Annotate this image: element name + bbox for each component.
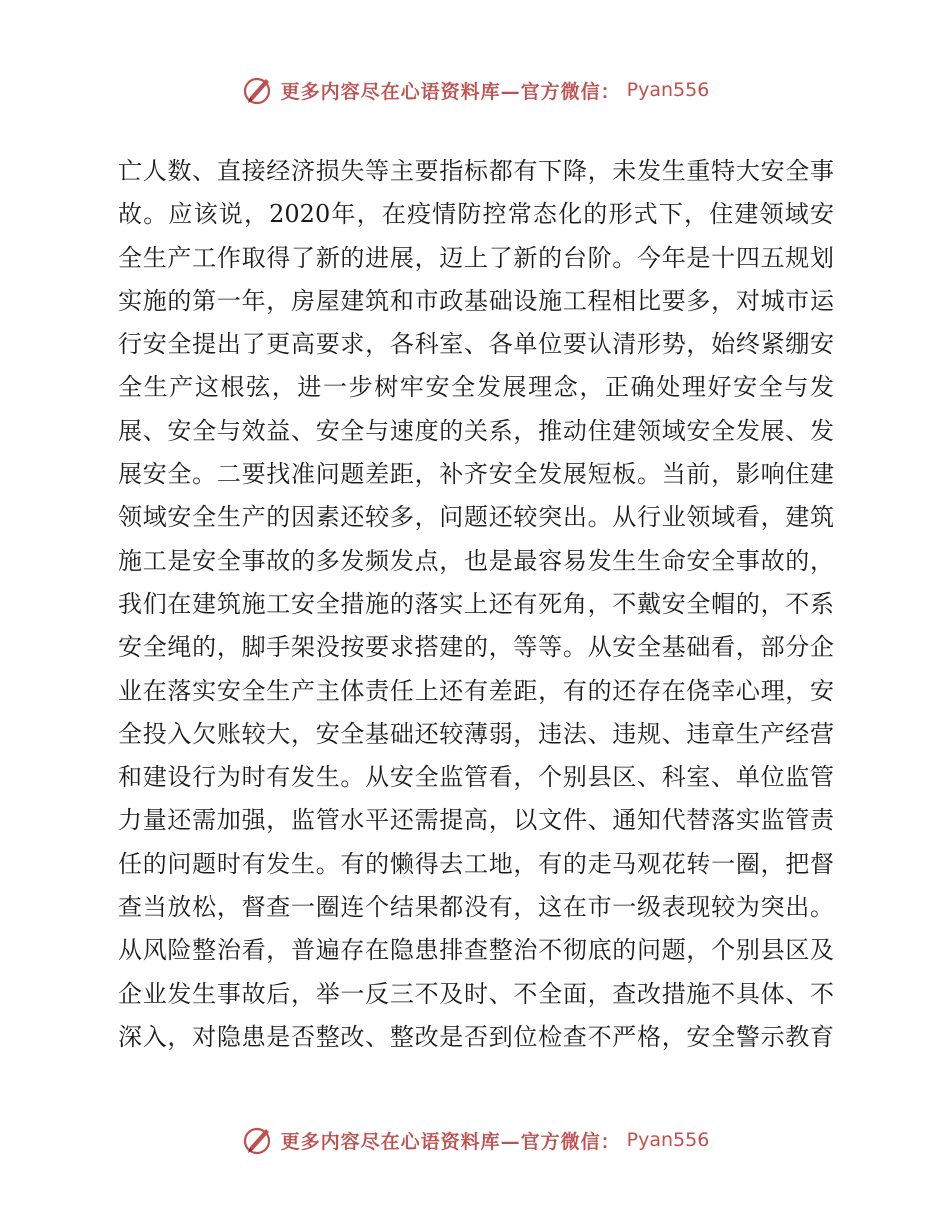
banner-text: 更多内容尽在心语资料库—官方微信： [280,80,621,103]
text-line: 领域安全生产的因素还较多，问题还较突出。从行业领域看，建筑 [118,503,834,532]
text-line: 实施的第一年，房屋建筑和市政基础设施工程相比要多，对城市运 [118,286,834,315]
text-line: 查当放松，督查一圈连个结果都没有，这在市一级表现较为突出。 [118,893,834,922]
wechat-id: Pyan556 [626,79,710,101]
text-line: 深入，对隐患是否整改、整改是否到位检查不严格，安全警示教育 [118,1022,834,1051]
text-line: 企业发生事故后，举一反三不及时、不全面，查改措施不具体、不 [118,979,834,1008]
text-line: 我们在建筑施工安全措施的落实上还有死角，不戴安全帽的，不系 [118,589,834,618]
footer-banner [0,1120,950,1160]
text-line: 任的问题时有发生。有的懒得去工地，有的走马观花转一圈，把督 [118,849,834,878]
text-line: 从风险整治看，普遍存在隐患排查整治不彻底的问题，个别县区及 [118,936,834,965]
text-line: 故。应该说，2020年，在疫情防控常态化的形式下，住建领域安 [118,200,834,229]
text-line: 全投入欠账较大，安全基础还较薄弱，违法、违规、违章生产经营 [118,719,834,748]
text-line: 全生产这根弦，进一步树牢安全发展理念，正确处理好安全与发 [118,373,834,402]
text-line: 施工是安全事故的多发频发点，也是最容易发生生命安全事故的， [118,546,834,575]
document-body [118,150,834,1059]
text-line: 和建设行为时有发生。从安全监管看，个别县区、科室、单位监管 [118,763,834,792]
banner-text: 更多内容尽在心语资料库—官方微信： [280,1130,621,1153]
text-line: 力量还需加强，监管水平还需提高，以文件、通知代替落实监管责 [118,806,834,835]
text-line: 展、安全与效益、安全与速度的关系，推动住建领域安全发展、发 [118,416,834,445]
text-line: 全生产工作取得了新的进展，迈上了新的台阶。今年是十四五规划 [118,243,834,272]
text-line: 亡人数、直接经济损失等主要指标都有下降，未发生重特大安全事 [118,157,834,185]
header-banner [0,70,950,110]
text-line: 安全绳的，脚手架没按要求搭建的，等等。从安全基础看，部分企 [118,633,834,662]
pen-circle-logo-icon [241,1123,275,1157]
text-line: 行安全提出了更高要求，各科室、各单位要认清形势，始终紧绷安 [118,330,834,359]
text-line: 展安全。二要找准问题差距，补齐安全发展短板。当前，影响住建 [118,460,834,489]
wechat-id: Pyan556 [626,1129,710,1151]
text-line: 业在落实安全生产主体责任上还有差距，有的还存在侥幸心理，安 [118,676,834,705]
pen-circle-logo-icon [241,73,275,107]
